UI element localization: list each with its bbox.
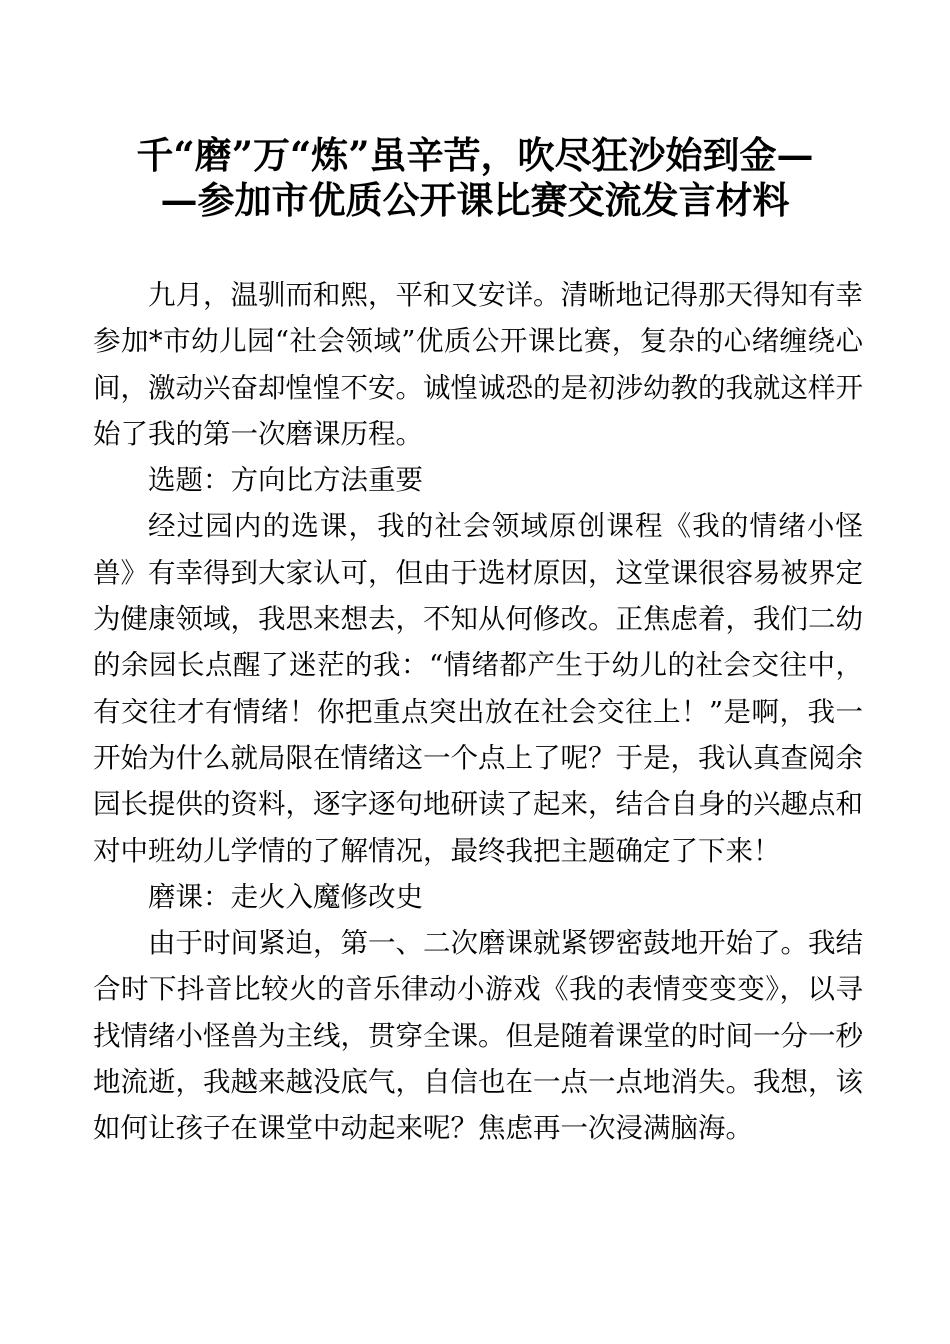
- title-line-2: —参加市优质公开课比赛交流发言材料: [160, 178, 790, 222]
- paragraph-intro: 九月，温驯而和熙，平和又安详。清晰地记得那天得知有幸参加*市幼儿园“社会领域”优质公开课比赛，复杂的心绪缠绕心间，激动兴奋却惶惶不安。诚惶诚恐的是初涉幼教的我就这样开始了我的第一次磨课历程。: [93, 279, 863, 450]
- subheading-lesson-polishing: 磨课：走火入魔修改史: [148, 880, 423, 913]
- document-body: [93, 272, 863, 1152]
- paragraph-topic-selection: 经过园内的选课，我的社会领域原创课程《我的情绪小怪兽》有幸得到大家认可，但由于选材原因，这堂课很容易被界定为健康领域，我思来想去，不知从何修改。正焦虑着，我们二幼的余园长点醒了迷茫的我：“情绪都产生于幼儿的社会交往中，有交往才有情绪！你把重点突出放在社会交往上！”是啊，我一开始为什么就局限在情绪这一个点上了呢？于是，我认真查阅余园长提供的资料，逐字逐句地研读了起来，结合自身的兴趣点和对中班幼儿学情的了解情况，最终我把主题确定了下来！: [93, 510, 863, 867]
- paragraph-lesson-polishing: 由于时间紧迫，第一、二次磨课就紧锣密鼓地开始了。我结合时下抖音比较火的音乐律动小游戏《我的表情变变变》，以寻找情绪小怪兽为主线，贯穿全课。但是随着课堂的时间一分一秒地流逝，我越来越没底气，自信也在一点一点地消失。我想，该如何让孩子在课堂中动起来呢？焦虑再一次浸满脑海。: [93, 927, 863, 1145]
- title-line-1: 千“磨”万“炼”虽辛苦，吹尽狂沙始到金—: [136, 133, 814, 177]
- document-title: [88, 133, 862, 223]
- subheading-topic-selection: 选题：方向比方法重要: [148, 464, 423, 497]
